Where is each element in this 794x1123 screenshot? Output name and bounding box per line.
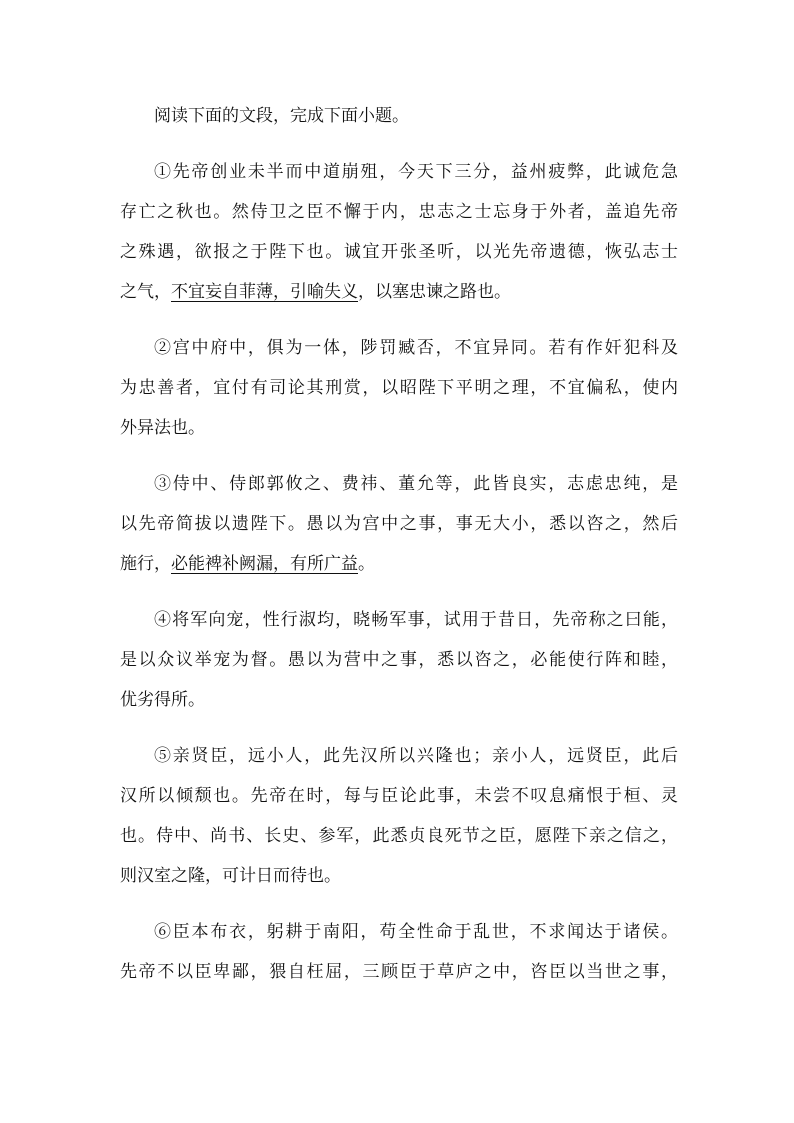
paragraph-3 bbox=[120, 464, 678, 584]
paragraph-line: 为忠善者，宜付有司论其刑赏，以昭陛下平明之理，不宜偏私，使内 bbox=[120, 378, 678, 398]
paragraph-line: 汉所以倾颓也。先帝在时，每与臣论此事，未尝不叹息痛恨于桓、灵 bbox=[120, 786, 678, 806]
underlined-phrase: 必能裨补阙漏，有所广益 bbox=[171, 554, 358, 574]
paragraph-4 bbox=[120, 600, 678, 720]
paragraph-line: 以先帝简拔以遗陛下。愚以为宫中之事，事无大小，悉以咨之，然后 bbox=[120, 514, 678, 534]
paragraph-line bbox=[120, 544, 678, 584]
paragraph-line: 则汉室之隆，可计日而待也。 bbox=[120, 866, 341, 886]
paragraph-line: ②宫中府中，俱为一体，陟罚臧否，不宜异同。若有作奸犯科及 bbox=[154, 338, 678, 358]
paragraph-line: 外异法也。 bbox=[120, 418, 205, 438]
paragraph-line: ⑥臣本布衣，躬耕于南阳，苟全性命于乱世，不求闻达于诸侯。 bbox=[154, 922, 678, 942]
text-segment: 之气， bbox=[120, 282, 171, 302]
paragraph-line bbox=[120, 272, 678, 312]
paragraph-line: 优劣得所。 bbox=[120, 690, 205, 710]
paragraph-line: 是以众议举宠为督。愚以为营中之事，悉以咨之，必能使行阵和睦， bbox=[120, 650, 678, 670]
paragraph-line: 也。侍中、尚书、长史、参军，此悉贞良死节之臣，愿陛下亲之信之， bbox=[120, 826, 678, 846]
text-segment: ，以塞忠谏之路也。 bbox=[358, 282, 511, 302]
text-segment: 。 bbox=[358, 554, 375, 574]
underlined-phrase: 不宜妄自菲薄，引喻失义 bbox=[171, 282, 358, 302]
paragraph-line: ④将军向宠，性行淑均，晓畅军事，试用于昔日，先帝称之曰能， bbox=[154, 610, 678, 630]
instruction-text: 阅读下面的文段，完成下面小题。 bbox=[154, 106, 409, 126]
paragraph-line: ①先帝创业未半而中道崩殂，今天下三分，益州疲弊，此诚危急 bbox=[154, 162, 678, 182]
document-page bbox=[120, 96, 678, 1008]
paragraph-line: ⑤亲贤臣，远小人，此先汉所以兴隆也；亲小人，远贤臣，此后 bbox=[154, 746, 678, 766]
paragraph-1 bbox=[120, 152, 678, 312]
paragraph-line: 存亡之秋也。然侍卫之臣不懈于内，忠志之士忘身于外者，盖追先帝 bbox=[120, 202, 678, 222]
paragraph-6 bbox=[120, 912, 678, 992]
paragraph-line: ③侍中、侍郎郭攸之、费祎、董允等，此皆良实，志虑忠纯，是 bbox=[154, 474, 678, 494]
paragraph-5 bbox=[120, 736, 678, 896]
paragraph-line: 之殊遇，欲报之于陛下也。诚宜开张圣听，以光先帝遗德，恢弘志士 bbox=[120, 242, 678, 262]
paragraph-2 bbox=[120, 328, 678, 448]
paragraph-line: 先帝不以臣卑鄙，猥自枉屈，三顾臣于草庐之中，咨臣以当世之事， bbox=[120, 962, 678, 982]
text-segment: 施行， bbox=[120, 554, 171, 574]
